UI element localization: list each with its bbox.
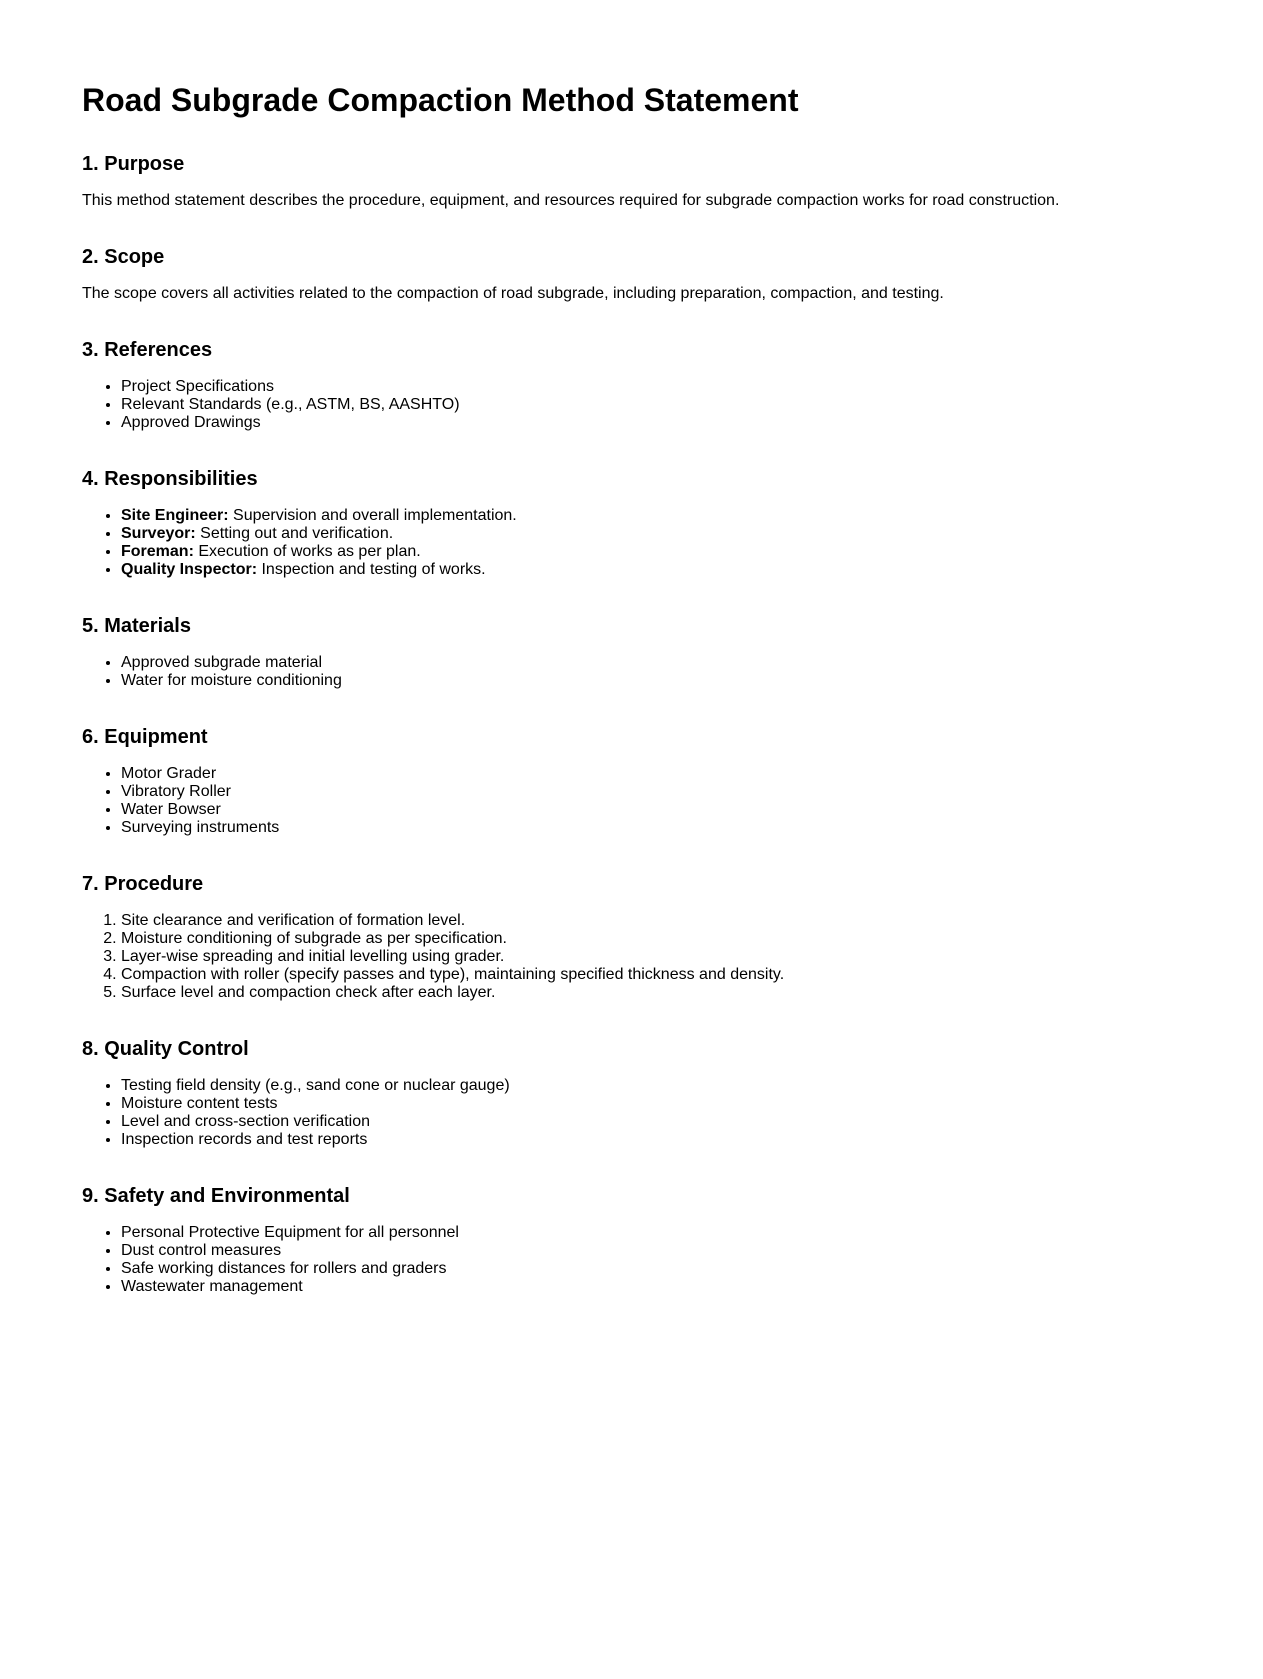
section-scope bbox=[82, 245, 1223, 303]
section-references bbox=[82, 338, 1223, 432]
materials-list bbox=[82, 654, 1223, 690]
section-heading: 5. Materials bbox=[82, 615, 191, 637]
procedure-step: 2. Moisture conditioning of subgrade as per specification. bbox=[121, 930, 1223, 948]
role-label: Site Engineer: bbox=[121, 507, 229, 524]
section-heading: 6. Equipment bbox=[82, 726, 208, 748]
section-heading: 4. Responsibilities bbox=[82, 468, 258, 490]
list-item: • Motor Grader bbox=[121, 765, 1223, 783]
procedure-step: 3. Layer-wise spreading and initial levelling using grader. bbox=[121, 948, 1223, 966]
list-item bbox=[121, 507, 1223, 525]
references-list bbox=[82, 378, 1223, 432]
list-item: • Water for moisture conditioning bbox=[121, 672, 1223, 690]
section-purpose bbox=[82, 152, 1223, 210]
role-duty: Supervision and overall implementation. bbox=[228, 507, 517, 524]
list-item: • Water Bowser bbox=[121, 801, 1223, 819]
list-item: • Dust control measures bbox=[121, 1242, 1223, 1260]
list-item: • Personal Protective Equipment for all personnel bbox=[121, 1224, 1223, 1242]
quality-control-list bbox=[82, 1077, 1223, 1149]
equipment-list bbox=[82, 765, 1223, 837]
document-title: Road Subgrade Compaction Method Statement bbox=[82, 82, 799, 118]
procedure-steps bbox=[82, 912, 1223, 1002]
list-item: • Vibratory Roller bbox=[121, 783, 1223, 801]
list-item: • Project Specifications bbox=[121, 378, 1223, 396]
procedure-step: 4. Compaction with roller (specify passes and type), maintaining specified thickness and density. bbox=[121, 966, 1223, 984]
section-safety-environmental bbox=[82, 1184, 1223, 1296]
procedure-step: 1. Site clearance and verification of formation level. bbox=[121, 912, 1223, 930]
section-heading: 8. Quality Control bbox=[82, 1038, 249, 1060]
procedure-step: 5. Surface level and compaction check after each layer. bbox=[121, 984, 1223, 1002]
role-duty: Inspection and testing of works. bbox=[257, 561, 486, 578]
section-paragraph: The scope covers all activities related to the compaction of road subgrade, including preparation, compaction, and testing. bbox=[82, 285, 944, 302]
list-item: • Safe working distances for rollers and graders bbox=[121, 1260, 1223, 1278]
role-duty: Execution of works as per plan. bbox=[193, 543, 421, 560]
section-quality-control bbox=[82, 1037, 1223, 1149]
responsibilities-list bbox=[82, 507, 1223, 579]
role-label: Quality Inspector: bbox=[121, 561, 258, 578]
role-duty: Setting out and verification. bbox=[195, 525, 394, 542]
list-item: • Approved Drawings bbox=[121, 414, 1223, 432]
list-item bbox=[121, 561, 1223, 579]
list-item: • Relevant Standards (e.g., ASTM, BS, AASHTO) bbox=[121, 396, 1223, 414]
section-heading: 1. Purpose bbox=[82, 153, 185, 175]
list-item bbox=[121, 543, 1223, 561]
role-label: Surveyor: bbox=[121, 525, 196, 542]
section-heading: 2. Scope bbox=[82, 246, 165, 268]
list-item: • Inspection records and test reports bbox=[121, 1131, 1223, 1149]
list-item: • Approved subgrade material bbox=[121, 654, 1223, 672]
safety-list bbox=[82, 1224, 1223, 1296]
list-item: • Level and cross-section verification bbox=[121, 1113, 1223, 1131]
section-responsibilities bbox=[82, 467, 1223, 579]
section-heading: 9. Safety and Environmental bbox=[82, 1185, 350, 1207]
section-materials bbox=[82, 614, 1223, 690]
list-item: • Moisture content tests bbox=[121, 1095, 1223, 1113]
role-label: Foreman: bbox=[121, 543, 194, 560]
section-heading: 7. Procedure bbox=[82, 873, 204, 895]
list-item bbox=[121, 525, 1223, 543]
list-item: • Surveying instruments bbox=[121, 819, 1223, 837]
section-paragraph: This method statement describes the procedure, equipment, and resources required for subgrade compaction works for road construction. bbox=[82, 192, 1060, 209]
list-item: • Wastewater management bbox=[121, 1278, 1223, 1296]
section-procedure bbox=[82, 872, 1223, 1002]
section-heading: 3. References bbox=[82, 339, 213, 361]
section-equipment bbox=[82, 725, 1223, 837]
list-item: • Testing field density (e.g., sand cone or nuclear gauge) bbox=[121, 1077, 1223, 1095]
